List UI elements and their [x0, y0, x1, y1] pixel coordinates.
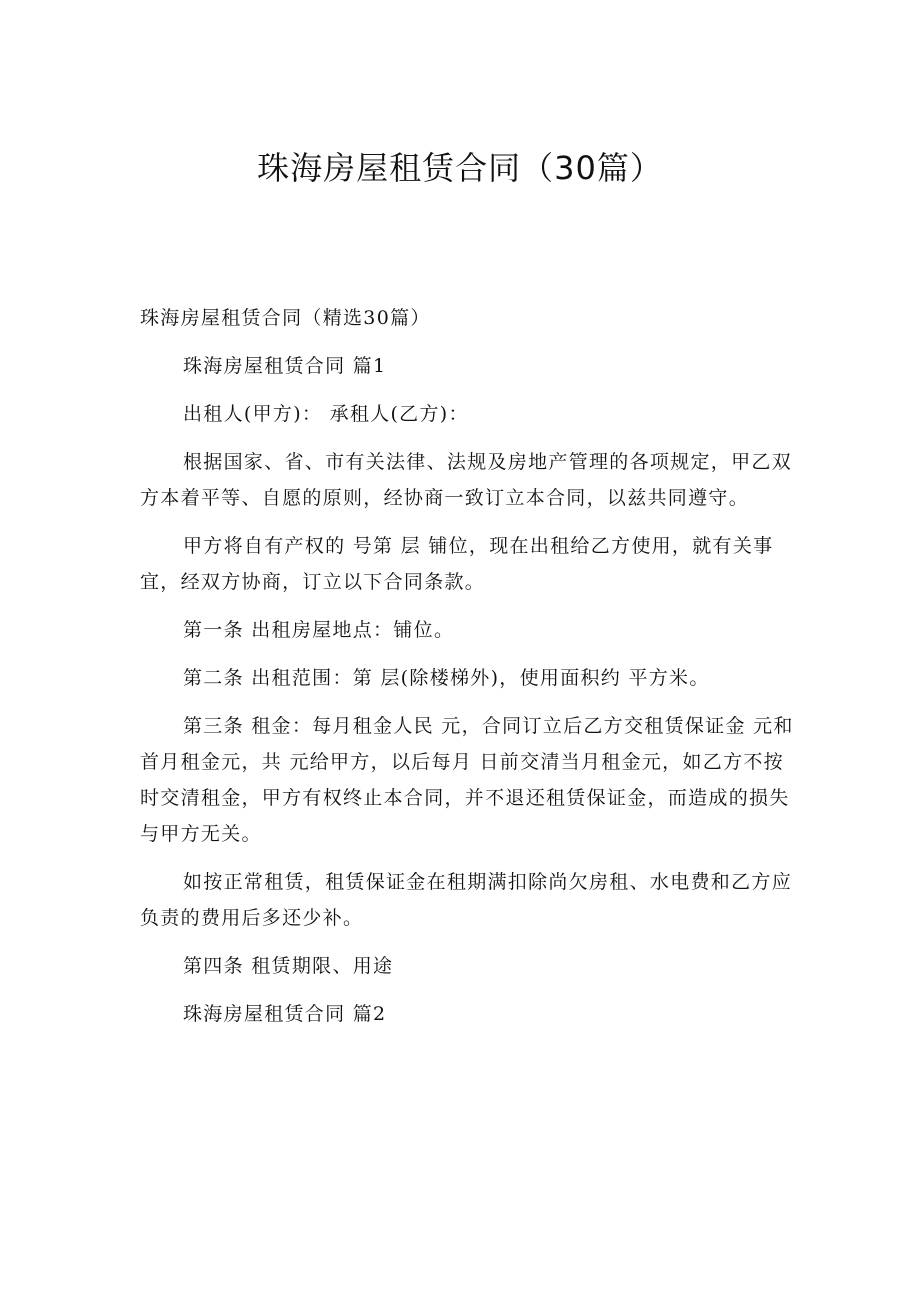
paragraph-premises: 甲方将自有产权的 号第 层 铺位，现在出租给乙方使用，就有关事宜，经双方协商，订立以下合同条款。: [140, 535, 774, 593]
clause-2: 第二条 出租范围：第 层(除楼梯外)，使用面积约 平方米。: [183, 667, 710, 689]
clause-4: 第四条 租赁期限、用途: [183, 955, 394, 977]
section-heading-2: 珠海房屋租赁合同 篇2: [183, 1003, 387, 1025]
paragraph-deposit: 如按正常租赁，租赁保证金在租期满扣除尚欠房租、水电费和乙方应负责的费用后多还少补。: [140, 871, 793, 929]
document-subtitle: 珠海房屋租赁合同（精选30篇）: [140, 307, 431, 329]
clause-3: 第三条 租金：每月租金人民 元，合同订立后乙方交租赁保证金 元和首月租金元，共 元给甲方，以后每月 日前交清当月租金元，如乙方不按时交清租金，甲方有权终止本合同，并不退还租赁保证金，而造成的损失与甲方无关。: [140, 715, 794, 845]
document-title: 珠海房屋租赁合同（30篇）: [257, 149, 663, 187]
section-heading-1: 珠海房屋租赁合同 篇1: [183, 355, 387, 377]
parties-line: 出租人(甲方)： 承租人(乙方)：: [183, 403, 469, 425]
clause-1: 第一条 出租房屋地点：铺位。: [183, 619, 455, 641]
paragraph-preamble: 根据国家、省、市有关法律、法规及房地产管理的各项规定，甲乙双方本着平等、自愿的原则，经协商一致订立本合同，以兹共同遵守。: [140, 451, 793, 509]
document-body: [140, 300, 800, 1044]
